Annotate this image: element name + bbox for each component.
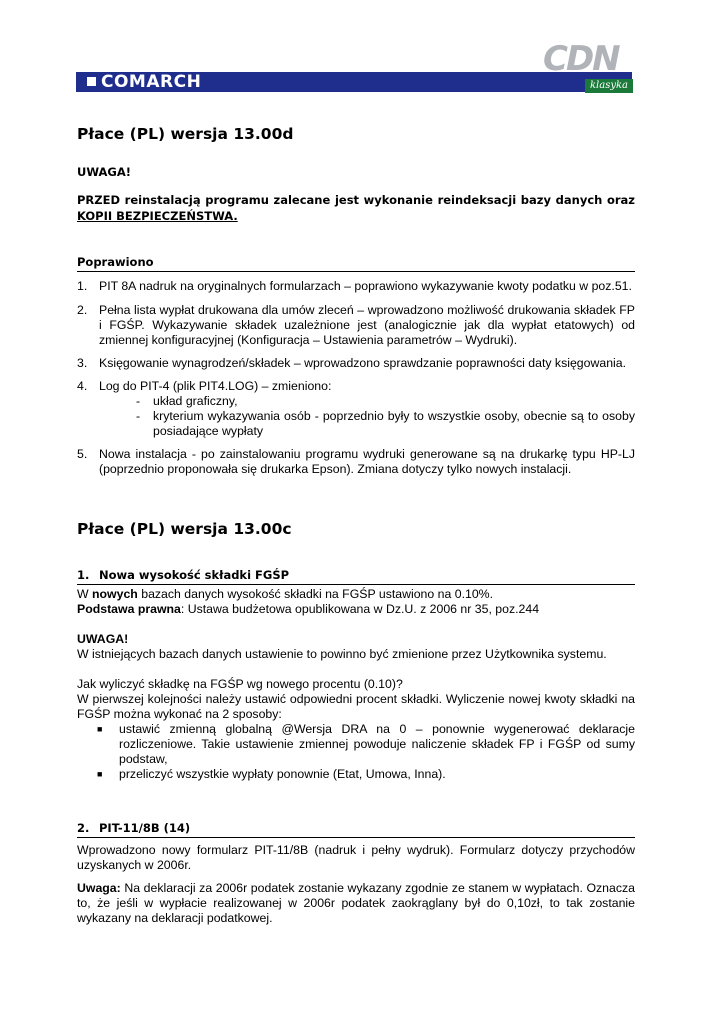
list-item <box>77 279 635 294</box>
sub-item-text: układ graficzny, <box>153 394 238 408</box>
paragraph: Wprowadzono nowy formularz PIT-11/8B (nadruk i pełny wydruk). Formularz dotyczy przychodów uzyskanych w 2006r. <box>77 843 635 872</box>
item-number: 3. <box>77 356 88 370</box>
warning-label: UWAGA! <box>77 165 131 179</box>
paragraph: W pierwszej kolejności należy ustawić odpowiedni procent składki. Wyliczenie nowej kwoty składki na FGŚP można wykonać na 2 sposoby: <box>77 692 635 721</box>
bullet-text: ustawić zmienną globalną @Wersja DRA na 0 – ponownie wygenerować deklaracje rozliczeniowe. Takie ustawienie zmiennej powoduje naliczenie składek FP i FGŚP od sumy podstaw, <box>119 722 635 766</box>
sub-item <box>136 394 635 409</box>
warning-text <box>77 192 635 224</box>
heading-text: PIT-11/8B (14) <box>99 821 191 835</box>
dash: - <box>136 394 141 408</box>
heading-pit <box>77 820 635 838</box>
sub-item <box>136 409 635 439</box>
heading-number: 2. <box>77 821 90 835</box>
warning-label: UWAGA! <box>77 632 129 646</box>
list-item <box>97 722 635 767</box>
backup-warning: KOPII BEZPIECZEŃSTWA. <box>77 209 238 223</box>
brand-logo: COMARCH <box>101 72 202 92</box>
item-number: 4. <box>77 379 88 393</box>
item-number: 2. <box>77 303 88 317</box>
sub-item-text: kryterium wykazywania osób - poprzednio były to wszystkie osoby, obecnie są to osoby posiadające wypłaty <box>153 409 635 438</box>
cdn-logo-sub: klasyka <box>585 79 633 93</box>
dash: - <box>136 409 141 423</box>
pit-text <box>77 843 635 926</box>
heading-fgsp <box>77 567 635 585</box>
paragraph: Uwaga: Na deklaracji za 2006r podatek zostanie wykazany zgodnie ze stanem w wypłatach. Oznacza to, że jeśli w wypłacie realizowanej w 2006r podatek zaokrąglany był do 0,10zł, to tak zostanie wykazany na deklaracji podatkowej. <box>77 881 635 925</box>
item-number: 5. <box>77 447 88 461</box>
bullet-icon: ■ <box>97 724 103 734</box>
item-text: Log do PIT-4 (plik PIT4.LOG) – zmieniono: <box>99 379 332 393</box>
brand-square-icon <box>87 77 96 86</box>
paragraph: Podstawa prawna: Ustawa budżetowa opublikowana w Dz.U. z 2006 nr 35, poz.244 <box>77 602 540 616</box>
item-text: Pełna lista wypłat drukowana dla umów zleceń – wprowadzono możliwość drukowania składek FP i FGŚP. Wykazywanie składek uzależnione jest (analogicznie jak dla wypłat etatowych) od zmiennej konfiguracyjnej (Konfiguracja – Ustawienia parametrów – Wydruki). <box>99 303 635 347</box>
bullet-text: przeliczyć wszystkie wypłaty ponownie (Etat, Umowa, Inna). <box>119 767 446 781</box>
paragraph: W nowych bazach danych wysokość składki na FGŚP ustawiono na 0.10%. <box>77 587 494 601</box>
section-title-13-00c: Płace (PL) wersja 13.00c <box>77 520 292 538</box>
warning-text: W istniejących bazach danych ustawienie to powinno być zmienione przez Użytkownika systemu. <box>77 647 607 661</box>
warning-body: PRZED reinstalacją programu zalecane jest wykonanie reindeksacji bazy danych oraz <box>77 193 635 207</box>
list-item <box>77 379 635 394</box>
list-item <box>77 447 635 477</box>
section-title-13-00d: Płace (PL) wersja 13.00d <box>77 125 294 143</box>
fgsp-text <box>77 587 635 782</box>
question: Jak wyliczyć składkę na FGŚP wg nowego procentu (0.10)? <box>77 677 403 691</box>
item-text: Nowa instalacja - po zainstalowaniu programu wydruki generowane są na drukarkę typu HP-LJ (poprzednio proponowała się drukarka Epson). Zmiana dotyczy tylko nowych instalacji. <box>99 447 635 476</box>
item-text: PIT 8A nadruk na oryginalnych formularzach – poprawiono wykazywanie kwoty podatku w poz.51. <box>99 279 632 293</box>
heading-number: 1. <box>77 568 90 582</box>
bullet-list <box>77 722 635 782</box>
list-item <box>97 767 635 782</box>
fixed-list <box>77 279 635 477</box>
cdn-logo: CDN <box>543 39 619 79</box>
heading-text: Nowa wysokość składki FGŚP <box>99 568 290 582</box>
fixed-heading: Poprawiono <box>77 254 635 272</box>
item-number: 1. <box>77 279 88 293</box>
list-item <box>77 303 635 348</box>
sub-list <box>77 394 635 439</box>
item-text: Księgowanie wynagrodzeń/składek – wprowadzono sprawdzanie poprawności daty księgowania. <box>99 356 627 370</box>
bullet-icon: ■ <box>97 769 103 779</box>
list-item <box>77 356 635 371</box>
